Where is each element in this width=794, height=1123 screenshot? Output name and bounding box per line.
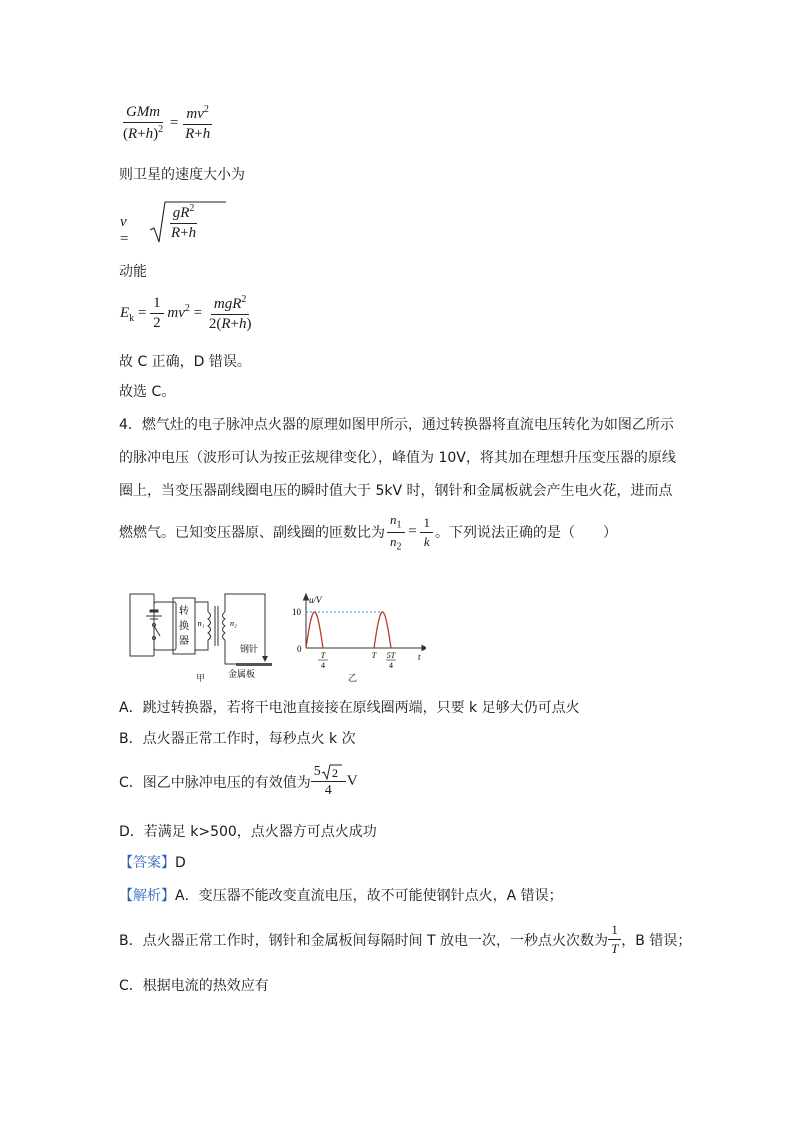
y-axis-label: u/V: [309, 595, 322, 605]
option-b: B．点火器正常工作时，每秒点火 k 次: [119, 731, 356, 747]
pulse-curves: [306, 612, 391, 648]
effective-voltage: 5 2 4: [311, 764, 346, 799]
converter-char-2: 换: [179, 621, 189, 632]
x-tick-label: 5T: [386, 651, 396, 660]
answer-value: D: [175, 855, 186, 871]
x-tick-label: T: [371, 651, 377, 660]
figure-yi-caption: 乙: [348, 674, 358, 684]
option-a: A．跳过转换器，若将干电池直接接在原线圈两端，只要 k 足够大仍可点火: [119, 700, 580, 716]
kinetic-energy-equation: $E_k$ = $\frac{1}{2}$ $mv^2$ = $\frac{mgR^2}{2(R+h)}$: [120, 294, 252, 332]
question-4-line-4-pre: 燃燃气。已知变压器原、副线圈的匝数比为: [119, 525, 385, 542]
y-axis-arrow-icon: [304, 594, 309, 600]
option-c-pre: C．图乙中脉冲电压的有效值为: [119, 774, 311, 791]
n2-label: n₂: [230, 619, 237, 628]
svg-text:2: 2: [331, 766, 338, 780]
answer-label: 【答案】: [119, 855, 175, 871]
answer-prev: 故选 C。: [119, 384, 176, 400]
n1-label: n₁: [197, 619, 205, 628]
pulse-voltage-chart: [286, 588, 426, 684]
analysis-c: C．根据电流的热效应有: [119, 978, 269, 994]
question-4-line-3: 圈上，当变压器副线圈电压的瞬时值大于 5kV 时，钢针和金属板就会产生电火花，进而点: [119, 483, 673, 499]
conclusion-prev: 故 C 正确，D 错误。: [119, 354, 251, 370]
x-tick-label-denominator: 4: [389, 661, 393, 670]
analysis-b-pre: B．点火器正常工作时，钢针和金属板间每隔时间 T 放电一次，一秒点火次数为: [119, 932, 609, 949]
peak-value-label: 10: [292, 607, 301, 617]
fire-count-fraction: $\frac{1}{T}$: [608, 922, 621, 957]
origin-label: 0: [297, 644, 302, 654]
x-tick-labels: [318, 651, 396, 670]
switch-icon: [154, 626, 160, 636]
option-c: C．图乙中脉冲电压的有效值为 5 2 4 V: [119, 764, 358, 798]
pulse-curve-2: [374, 612, 391, 648]
metal-plate-icon: [236, 663, 272, 666]
satellite-speed-intro: 则卫星的速度大小为: [119, 167, 245, 183]
figure-jia-caption: 甲: [196, 674, 206, 684]
analysis-label: 【解析】: [119, 888, 175, 904]
x-tick-label-denominator: 4: [321, 661, 325, 670]
circuit-diagram-jia: [124, 588, 274, 684]
converter-char-3: 器: [179, 636, 189, 647]
x-axis-arrow-icon: [422, 646, 426, 651]
needle-label: 钢针: [240, 645, 259, 655]
analysis-a: A．变压器不能改变直流电压，故不可能使钢针点火，A 错误；: [175, 888, 563, 904]
gravity-equation: $\frac{\text{GMm}}{(R+h)^2}$ = $\frac{mv^2}{R+h}$: [123, 104, 211, 142]
analysis-b-line: [119, 922, 691, 957]
question-4-line-2: 的脉冲电压（波形可认为按正弦规律变化），峰值为 10V，将其加在理想升压变压器的原线: [119, 450, 676, 466]
x-axis-label: t: [418, 652, 421, 662]
answer-line: [119, 852, 186, 872]
question-4-line-1: 4．燃气灶的电子脉冲点火器的原理如图甲所示，通过转换器将直流电压转化为如图乙所示: [119, 417, 674, 433]
option-d: D．若满足 k>500，点火器方可点火成功: [119, 824, 377, 840]
sqrt-sign-icon: [321, 764, 343, 780]
kinetic-energy-label: 动能: [119, 264, 147, 280]
pulse-curve-1: [306, 612, 323, 648]
x-tick-label: T: [320, 651, 326, 660]
converter-char-1: 转: [179, 606, 189, 617]
analysis-b-post: ，B 错误；: [621, 932, 692, 949]
analysis-a-line: [119, 885, 563, 905]
question-4-line-4: [119, 512, 617, 552]
turns-ratio: $\frac{n_1}{n_2}$ = $\frac{1}{k}$: [387, 512, 433, 552]
question-4-line-4-post: 。下列说法正确的是（ ）: [434, 525, 617, 542]
plate-label: 金属板: [228, 670, 256, 680]
